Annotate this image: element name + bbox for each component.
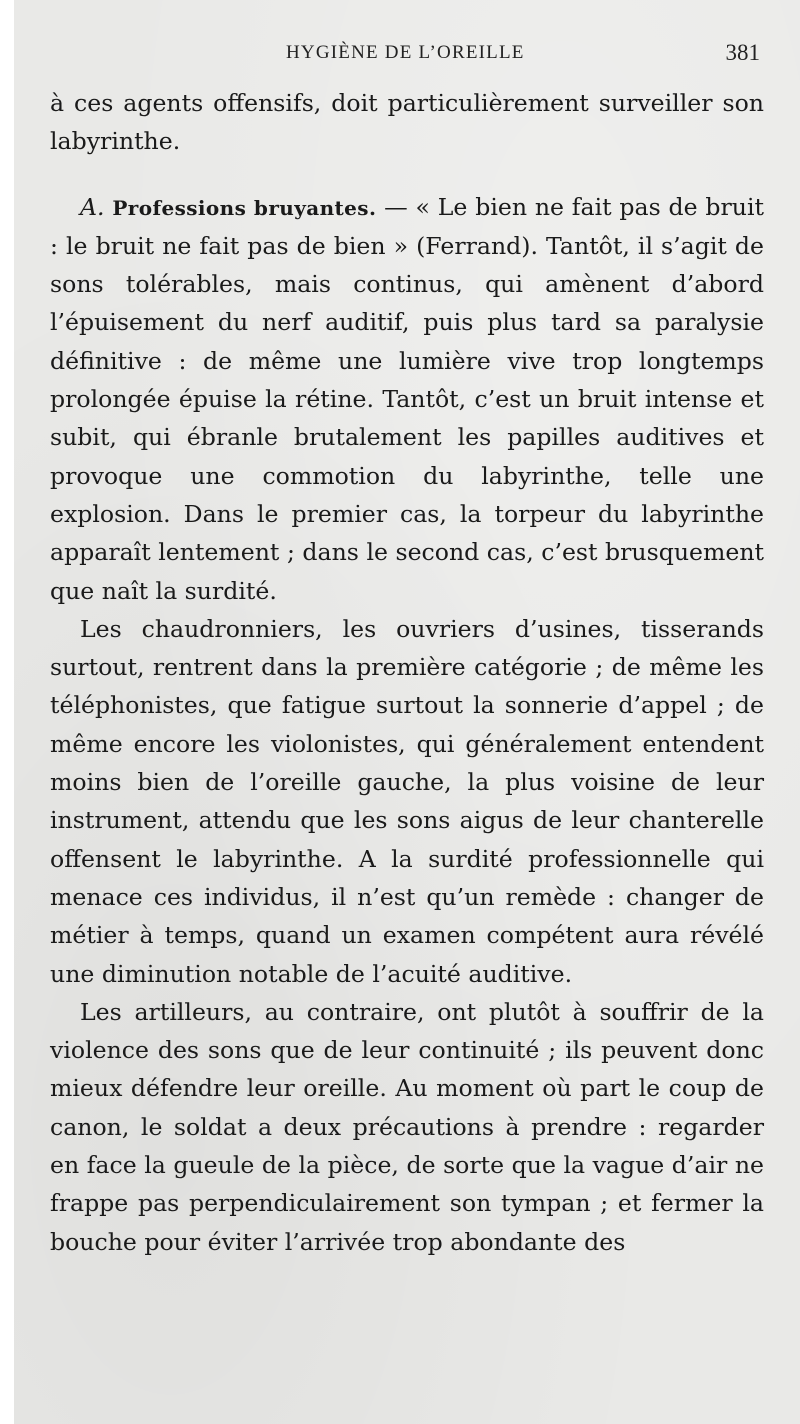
section-title: Professions bruyantes. [112, 195, 377, 220]
paragraph-continuation: à ces agents offensifs, doit particulièrement surveiller son labyrinthe. [50, 89, 764, 156]
section-gap [50, 161, 764, 188]
page-number: 381 [725, 40, 760, 65]
running-head: HYGIÈNE DE L’OREILLE [286, 42, 525, 63]
section-label: A. [80, 192, 105, 221]
page-header [50, 40, 760, 70]
section-paragraph [50, 188, 764, 610]
section-text: — « Le bien ne fait pas de bruit : le bruit ne fait pas de bien » (Ferrand). Tantôt, il s’agit de sons tolérables, mais continus, qui amènent d’abord l’épuisement du nerf auditif, puis plus tard sa paralysie définitive : de même une lumière vive trop longtemps prolongée épuise la rétine. Tantôt, c’est un bruit intense et subit, qui ébranle brutalement les papilles auditives et provoque une commotion du labyrinthe, telle une explosion. Dans le premier cas, la torpeur du labyrinthe apparaît lentement ; dans le second cas, c’est brusquement que naît la surdité. [50, 192, 764, 605]
paragraph-chaudronniers: Les chaudronniers, les ouvriers d’usines, tisserands surtout, rentrent dans la première catégorie ; de même les téléphonistes, que fatigue surtout la sonnerie d’appel ; de même encore les violonistes, qui généralement entendent moins bien de l’oreille gauche, la plus voisine de leur instrument, attendu que les sons aigus de leur chanterelle offensent le labyrinthe. A la surdité professionnelle qui menace ces individus, il n’est qu’un remède : changer de métier à temps, quand un examen compétent aura révélé une diminution notable de l’acuité auditive. [50, 614, 764, 988]
paragraph-artilleurs: Les artilleurs, au contraire, ont plutôt à souffrir de la violence des sons que de leur continuité ; ils peuvent donc mieux défendre leur oreille. Au moment où part le coup de canon, le soldat a deux précautions à prendre : regarder en face la gueule de la pièce, de sorte que la vague d’air ne frappe pas perpendiculairement son tympan ; et fermer la bouche pour éviter l’arrivée trop abondante des [50, 997, 764, 1256]
body-text [50, 84, 764, 1261]
book-page [14, 0, 800, 1424]
